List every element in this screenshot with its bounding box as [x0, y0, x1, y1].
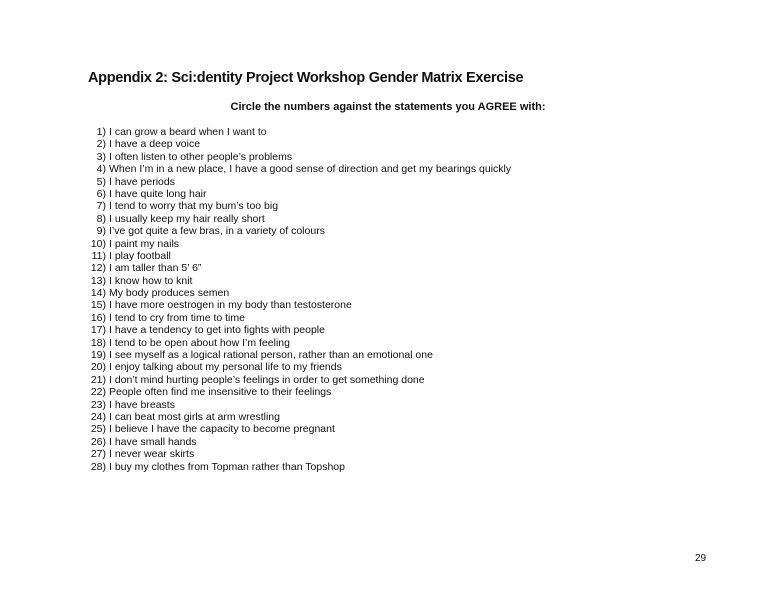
statement-text: I know how to knit: [109, 274, 193, 287]
statement-text: I tend to worry that my bum’s too big: [109, 200, 279, 213]
statement-number[interactable]: 17): [90, 324, 106, 337]
statement-number[interactable]: 25): [90, 423, 106, 436]
list-item: [88, 299, 511, 311]
statement-number[interactable]: 11): [91, 249, 106, 262]
statement-text: I have more oestrogen in my body than testosterone: [109, 299, 352, 312]
statement-text: I am taller than 5’ 6”: [109, 262, 202, 275]
list-item: [88, 138, 511, 150]
statement-number[interactable]: 20): [90, 361, 106, 374]
list-item: [88, 361, 511, 373]
list-item: [88, 262, 511, 274]
list-item: [88, 386, 511, 398]
statement-number[interactable]: 13): [90, 274, 106, 287]
statement-text: My body produces semen: [109, 287, 230, 300]
statement-text: I can grow a beard when I want to: [109, 126, 267, 138]
list-item: [88, 337, 511, 349]
statement-text: I have a deep voice: [109, 138, 201, 151]
list-item: [88, 349, 511, 361]
statement-text: I have breasts: [109, 398, 175, 411]
statement-text: People often find me insensitive to their feelings: [109, 386, 332, 399]
list-item: [88, 238, 511, 250]
statement-number[interactable]: 2): [96, 138, 106, 151]
statement-text: I play football: [109, 249, 171, 262]
statement-number[interactable]: 28): [90, 460, 106, 473]
statement-text: When I’m in a new place, I have a good sense of direction and get my bearings quickly: [109, 163, 512, 176]
list-item: [88, 399, 511, 411]
list-item: [88, 436, 511, 448]
list-item: [88, 287, 511, 299]
list-item: [88, 448, 511, 460]
statement-text: I enjoy talking about my personal life to my friends: [109, 361, 342, 374]
statement-text: I’ve got quite a few bras, in a variety of colours: [109, 225, 325, 238]
list-item: [88, 151, 511, 163]
statement-text: I often listen to other people’s problems: [109, 150, 293, 163]
statement-number[interactable]: 12): [90, 262, 106, 275]
list-item: [88, 411, 511, 423]
statement-number[interactable]: 21): [90, 373, 106, 386]
list-item: [88, 374, 511, 386]
statement-number[interactable]: 23): [90, 398, 106, 411]
statement-text: I can beat most girls at arm wrestling: [109, 410, 280, 423]
statement-text: I see myself as a logical rational person, rather than an emotional one: [109, 349, 433, 362]
statement-number[interactable]: 7): [96, 200, 106, 213]
list-item: [88, 163, 511, 175]
list-item: [88, 176, 511, 188]
statement-number[interactable]: 1): [96, 126, 106, 138]
list-item: [88, 324, 511, 336]
statement-number[interactable]: 4): [96, 163, 106, 176]
list-item: [88, 213, 511, 225]
statement-number[interactable]: 26): [90, 435, 106, 448]
statement-text: I tend to cry from time to time: [109, 311, 245, 324]
statement-number[interactable]: 14): [90, 287, 106, 300]
list-item: [88, 275, 511, 287]
list-item: [88, 200, 511, 212]
list-item: [88, 188, 511, 200]
statement-text: I believe I have the capacity to become pregnant: [109, 423, 335, 436]
statement-text: I have periods: [109, 175, 175, 188]
list-item: [88, 225, 511, 237]
statement-number[interactable]: 16): [90, 311, 106, 324]
statement-number[interactable]: 6): [96, 187, 106, 200]
list-item: [88, 312, 511, 324]
statement-number[interactable]: 8): [96, 212, 106, 225]
statement-text: I have a tendency to get into fights with people: [109, 324, 325, 337]
statement-number[interactable]: 19): [90, 349, 106, 362]
statement-text: I don’t mind hurting people’s feelings in order to get something done: [109, 373, 425, 386]
statement-text: I have quite long hair: [109, 187, 207, 200]
statement-text: I tend to be open about how I’m feeling: [109, 336, 290, 349]
statement-text: I usually keep my hair really short: [109, 212, 265, 225]
instruction-text: Circle the numbers against the statements you AGREE with:: [230, 101, 546, 113]
statement-number[interactable]: 5): [96, 175, 106, 188]
statement-number[interactable]: 24): [90, 410, 106, 423]
statement-text: I never wear skirts: [109, 448, 195, 461]
page-title: Appendix 2: Sci:dentity Project Workshop Gender Matrix Exercise: [88, 70, 524, 86]
statement-number[interactable]: 18): [90, 336, 106, 349]
statement-number[interactable]: 15): [90, 299, 106, 312]
statement-list: [88, 126, 511, 473]
page-number: 29: [695, 553, 707, 564]
statement-text: I paint my nails: [109, 237, 180, 250]
statement-number[interactable]: 27): [90, 448, 106, 461]
list-item: [88, 423, 511, 435]
statement-number[interactable]: 9): [96, 225, 106, 238]
list-item: [88, 250, 511, 262]
statement-number[interactable]: 10): [90, 237, 106, 250]
statement-text: I buy my clothes from Topman rather than Topshop: [109, 460, 345, 473]
statement-number[interactable]: 3): [96, 150, 106, 163]
statement-text: I have small hands: [109, 435, 197, 448]
list-item: [88, 461, 511, 473]
list-item: [88, 126, 511, 138]
statement-number[interactable]: 22): [90, 386, 106, 399]
